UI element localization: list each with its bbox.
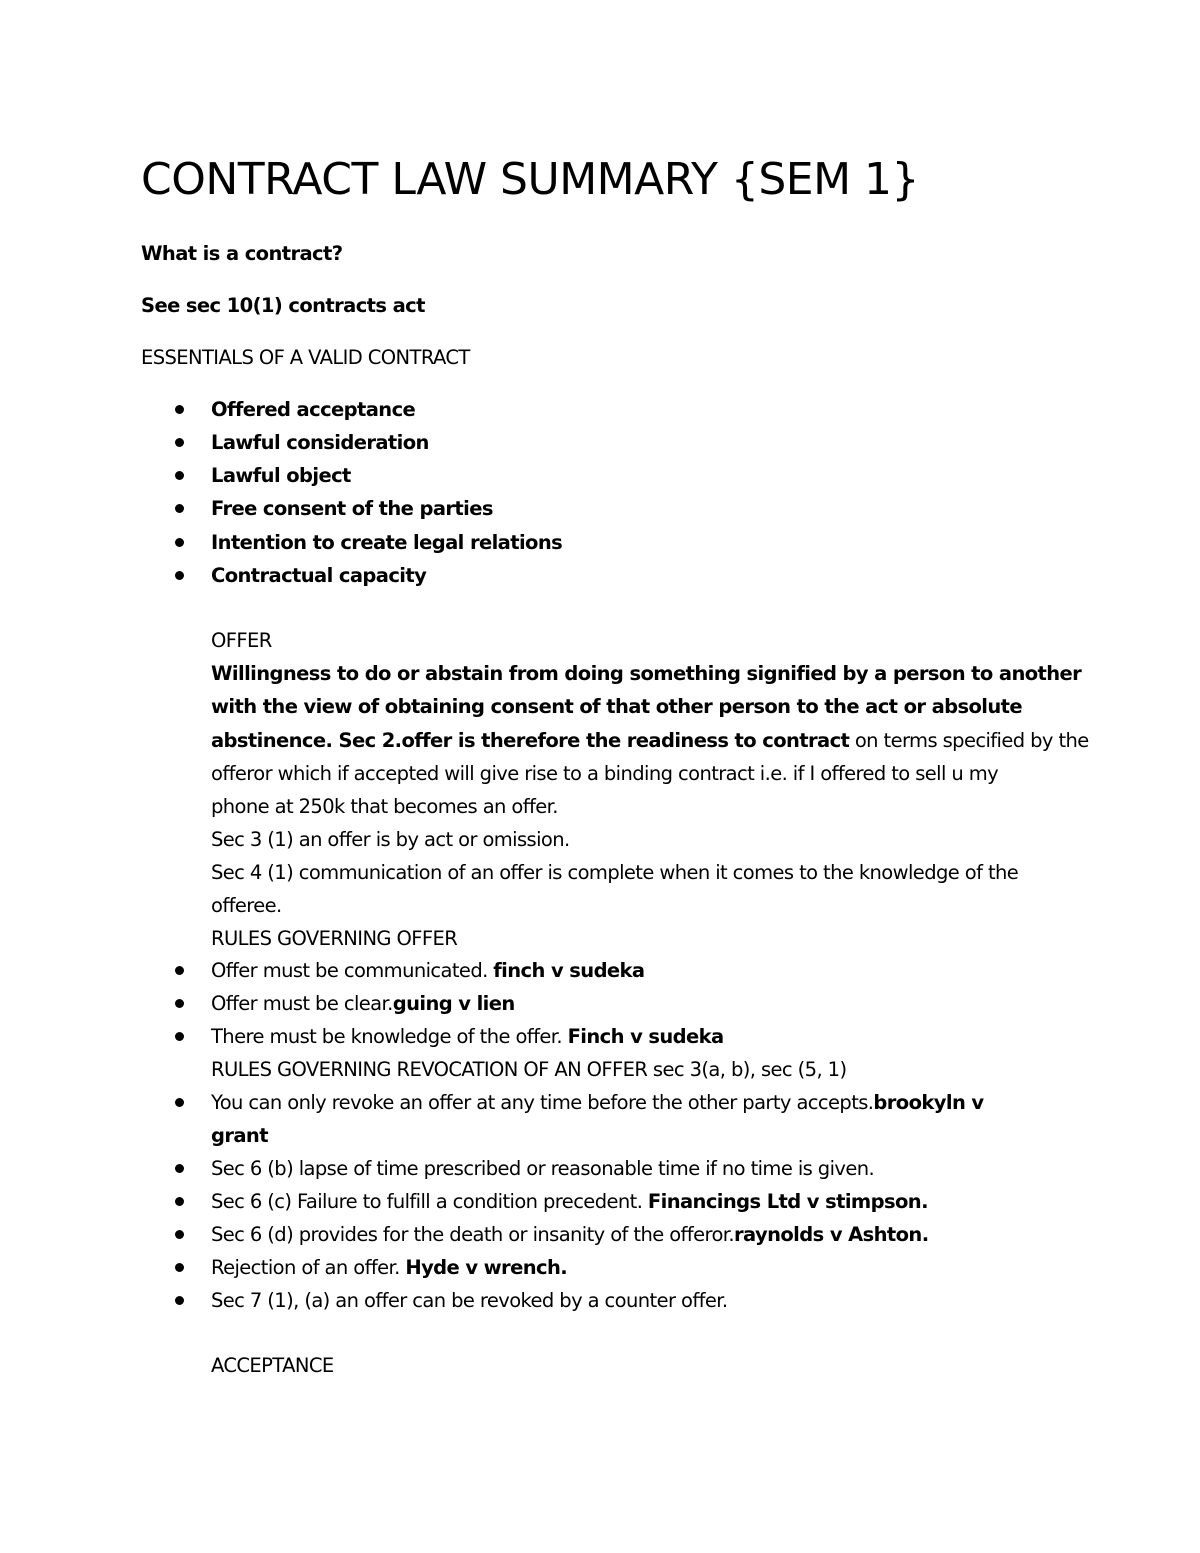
offer-heading: OFFER <box>211 629 272 652</box>
rule-text: You can only revoke an offer at any time before the other party accepts. <box>211 1091 874 1114</box>
offer-definition-bold: abstinence. Sec 2.offer is therefore the readiness to contract <box>211 729 850 752</box>
case-name: finch v sudeka <box>493 959 645 982</box>
rule-item <box>211 954 644 987</box>
essential-item: Free consent of the parties <box>211 497 493 520</box>
revocation-item <box>211 1218 929 1251</box>
bullet-icon <box>175 405 184 414</box>
case-name: Financings Ltd v stimpson. <box>647 1190 928 1213</box>
rule-item <box>211 1020 724 1053</box>
rule-text: Rejection of an offer. <box>211 1256 406 1279</box>
offer-definition-text: on terms specified by the <box>849 729 1089 752</box>
bullet-icon <box>175 1197 184 1206</box>
bullet-icon <box>175 999 184 1008</box>
rule-item <box>211 987 515 1020</box>
see-sec-line: See sec 10(1) contracts act <box>141 294 425 317</box>
revocation-item: Sec 6 (b) lapse of time prescribed or reasonable time if no time is given. <box>211 1157 875 1180</box>
offer-definition-line: phone at 250k that becomes an offer. <box>211 795 558 818</box>
bullet-icon <box>175 438 184 447</box>
bullet-icon <box>175 966 184 975</box>
bullet-icon <box>175 538 184 547</box>
bullet-icon <box>175 1098 184 1107</box>
bullet-icon <box>175 571 184 580</box>
rule-text: There must be knowledge of the offer. <box>211 1025 568 1048</box>
essential-item: Lawful consideration <box>211 431 429 454</box>
revocation-item: Sec 7 (1), (a) an offer can be revoked by a counter offer. <box>211 1289 728 1312</box>
offer-definition-line: offeror which if accepted will give rise to a binding contract i.e. if I offered to sell u my <box>211 762 999 785</box>
sec4-line: Sec 4 (1) communication of an offer is complete when it comes to the knowledge of the <box>211 861 1019 884</box>
revocation-item <box>211 1251 567 1284</box>
essential-item: Contractual capacity <box>211 564 427 587</box>
case-name: brookyln v <box>873 1091 984 1114</box>
bullet-icon <box>175 1263 184 1272</box>
rule-text: Offer must be communicated. <box>211 959 494 982</box>
question-heading: What is a contract? <box>141 242 343 265</box>
bullet-icon <box>175 1032 184 1041</box>
offer-definition-line: with the view of obtaining consent of that other person to the act or absolute <box>211 695 1023 718</box>
document-title: CONTRACT LAW SUMMARY {SEM 1} <box>141 154 919 205</box>
bullet-icon <box>175 1230 184 1239</box>
case-name: raynolds v Ashton. <box>734 1223 929 1246</box>
case-name: guing v lien <box>392 992 515 1015</box>
essentials-heading: ESSENTIALS OF A VALID CONTRACT <box>141 346 470 369</box>
offer-definition-line: Willingness to do or abstain from doing something signified by a person to another <box>211 662 1082 685</box>
bullet-icon <box>175 471 184 480</box>
essential-item: Lawful object <box>211 464 351 487</box>
case-name: grant <box>211 1124 268 1147</box>
revocation-item <box>211 1185 928 1218</box>
sec3-line: Sec 3 (1) an offer is by act or omission. <box>211 828 570 851</box>
revocation-item <box>211 1086 984 1119</box>
essential-item: Intention to create legal relations <box>211 531 563 554</box>
rule-text: Sec 6 (c) Failure to fulfill a condition precedent. <box>211 1190 648 1213</box>
rule-text: Offer must be clear. <box>211 992 393 1015</box>
bullet-icon <box>175 1296 184 1305</box>
case-name: Finch v sudeka <box>567 1025 724 1048</box>
acceptance-heading: ACCEPTANCE <box>211 1354 334 1377</box>
offer-definition-line <box>211 724 1089 757</box>
revocation-heading: RULES GOVERNING REVOCATION OF AN OFFER sec 3(a, b), sec (5, 1) <box>211 1058 847 1081</box>
rule-text: Sec 6 (d) provides for the death or insanity of the offeror. <box>211 1223 735 1246</box>
rules-offer-heading: RULES GOVERNING OFFER <box>211 927 458 950</box>
essential-item: Offered acceptance <box>211 398 416 421</box>
bullet-icon <box>175 1164 184 1173</box>
bullet-icon <box>175 504 184 513</box>
sec4-line: offeree. <box>211 894 282 917</box>
case-name: Hyde v wrench. <box>405 1256 568 1279</box>
